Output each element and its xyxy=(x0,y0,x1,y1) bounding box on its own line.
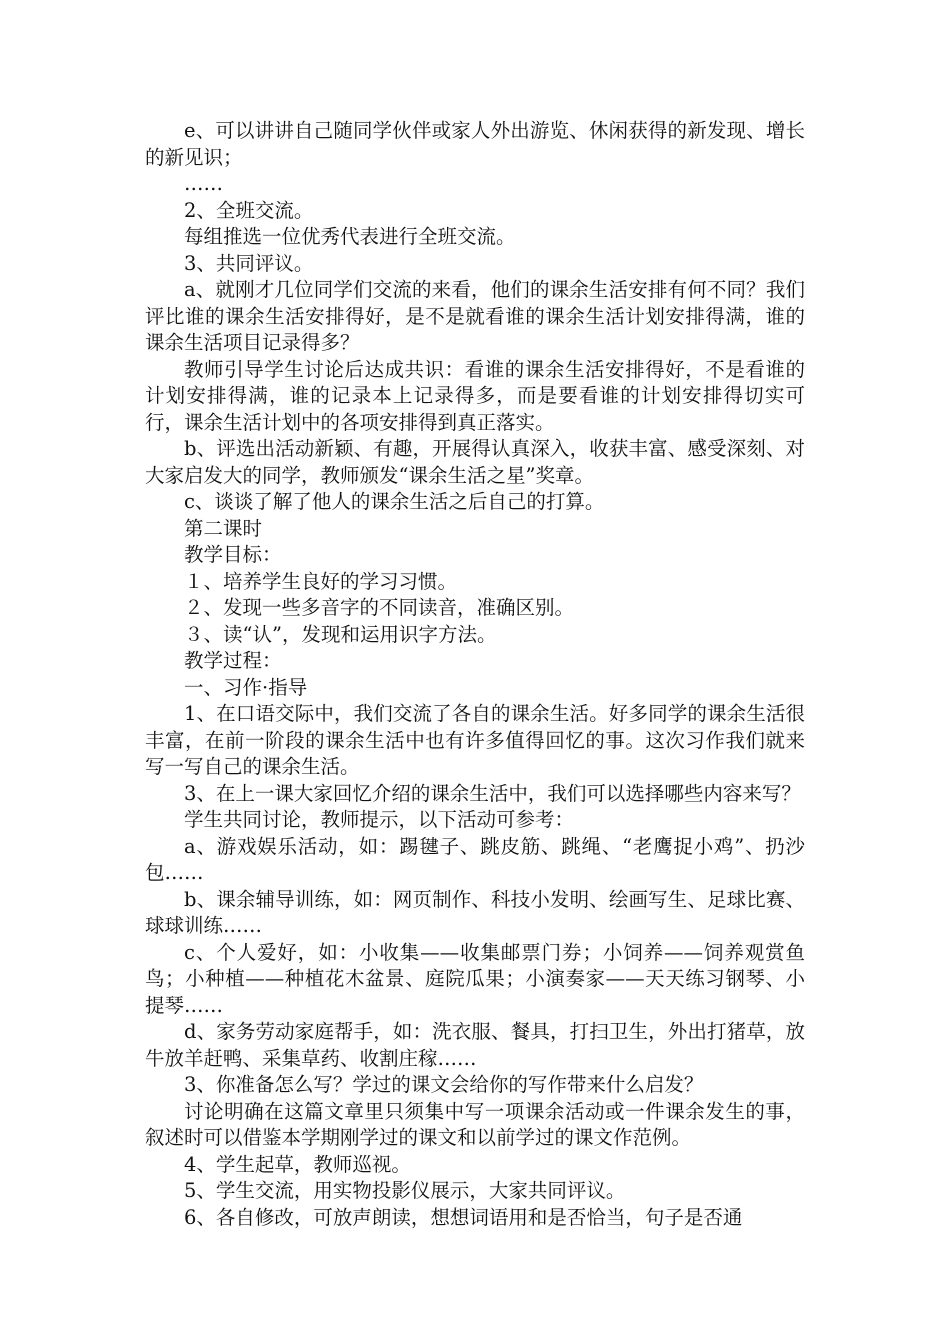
paragraph-e-item: e、可以讲讲自己随同学伙伴或家人外出游览、休闲获得的新发现、增长的新见识； xyxy=(145,119,805,169)
paragraph-discussion-clarify: 讨论明确在这篇文章里只须集中写一项课余活动或一件课余发生的事，叙述时可以借鉴本学期刚学过的课文和以前学过的课文作范例。 xyxy=(145,1099,805,1149)
activity-item-d: d、家务劳动家庭帮手，如：洗衣服、餐具，打扫卫生，外出打猪草，放牛放羊赶鸭、采集草药、收割庄稼…… xyxy=(145,1020,805,1070)
paragraph-step-3-how: 3、你准备怎么写？学过的课文会给你的写作带来什么启发？ xyxy=(184,1073,704,1096)
goal-item-3: ３、读“认”，发现和运用识字方法。 xyxy=(184,622,497,646)
paragraph-class-exchange: 2、全班交流。 xyxy=(184,198,314,222)
paragraph-step-3-choose: 3、在上一课大家回忆介绍的课余生活中，我们可以选择哪些内容来写？ xyxy=(184,781,801,805)
paragraph-discussion-hint: 学生共同讨论，教师提示，以下活动可参考： xyxy=(184,808,575,831)
heading-writing-guidance: 一、习作·指导 xyxy=(184,675,308,699)
paragraph-step-1: 1、在口语交际中，我们交流了各自的课余生活。好多同学的课余生活很丰富，在前一阶段的课余生活中也有许多值得回忆的事。这次习作我们就来写一写自己的课余生活。 xyxy=(145,702,805,778)
section-heading-second-lesson: 第二课时 xyxy=(184,516,263,540)
paragraph-joint-review: 3、共同评议。 xyxy=(184,251,314,275)
heading-teaching-process: 教学过程： xyxy=(184,649,282,672)
paragraph-step-4: 4、学生起草，教师巡视。 xyxy=(184,1152,411,1176)
paragraph-group-rep: 每组推选一位优秀代表进行全班交流。 xyxy=(184,225,516,248)
paragraph-ellipsis: …… xyxy=(184,172,223,195)
activity-item-a: a、游戏娱乐活动，如：踢毽子、跳皮筋、跳绳、“老鹰捉小鸡”、扔沙包…… xyxy=(145,834,805,884)
paragraph-teacher-consensus: 教师引导学生讨论后达成共识：看谁的课余生活安排得好，不是看谁的计划安排得满，谁的记录本上记录得多，而是要看谁的计划安排得切实可行，课余生活计划中的各项安排得到真正落实。 xyxy=(145,357,805,434)
heading-teaching-goals: 教学目标： xyxy=(184,543,282,566)
paragraph-c-plans: c、谈谈了解了他人的课余生活之后自己的打算。 xyxy=(184,490,605,513)
document-body xyxy=(145,118,805,1231)
paragraph-b-award: b、评选出活动新颖、有趣，开展得认真深入，收获丰富、感受深刻、对大家启发大的同学，教师颁发“课余生活之星”奖章。 xyxy=(145,437,805,487)
activity-item-b: b、课余辅导训练，如：网页制作、科技小发明、绘画写生、足球比赛、球球训练…… xyxy=(145,887,805,937)
goal-item-1: １、培养学生良好的学习习惯。 xyxy=(184,569,458,593)
paragraph-step-5: 5、学生交流，用实物投影仪展示，大家共同评议。 xyxy=(184,1179,626,1202)
paragraph-step-6: 6、各自修改，可放声朗读，想想词语用和是否恰当，句子是否通 xyxy=(184,1205,743,1229)
goal-item-2: ２、发现一些多音字的不同读音，准确区别。 xyxy=(184,596,575,619)
paragraph-a-review-question: a、就刚才几位同学们交流的来看，他们的课余生活安排有何不同？我们评比谁的课余生活安排得好，是不是就看谁的课余生活计划安排得满，谁的课余生活项目记录得多？ xyxy=(145,278,805,354)
activity-item-c: c、个人爱好，如：小收集——收集邮票门券；小饲养——饲养观赏鱼鸟；小种植——种植花木盆景、庭院瓜果；小演奏家——天天练习钢琴、小提琴…… xyxy=(145,940,805,1017)
